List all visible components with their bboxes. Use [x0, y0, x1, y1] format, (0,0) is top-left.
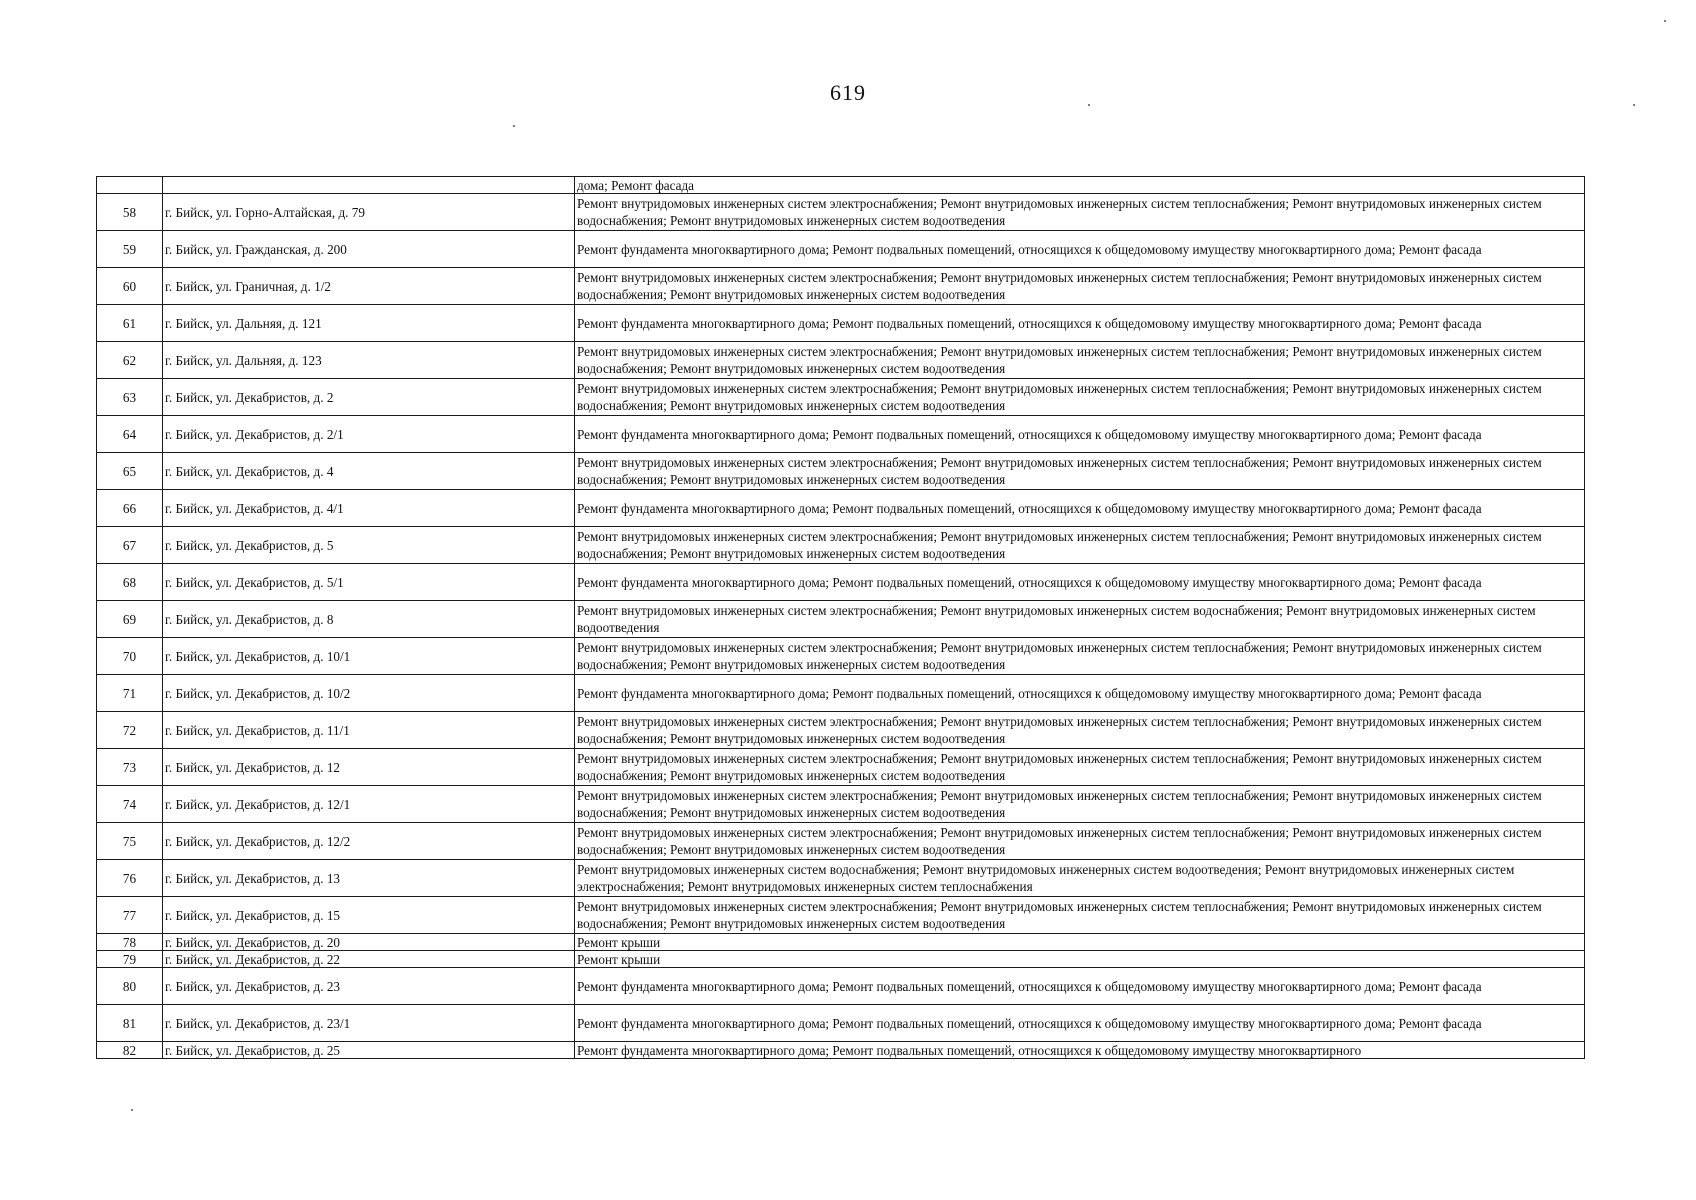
table-row	[97, 712, 1585, 749]
work-type-cell: Ремонт фундамента многоквартирного дома; Ремонт подвальных помещений, относящихся к общедомовому имуществу многоквартирного дома; Ремонт фасада	[575, 675, 1585, 712]
scan-speck	[1664, 20, 1666, 22]
address-cell: г. Бийск, ул. Декабристов, д. 2/1	[163, 416, 575, 453]
table-row	[97, 564, 1585, 601]
address-cell: г. Бийск, ул. Декабристов, д. 4	[163, 453, 575, 490]
address-cell: г. Бийск, ул. Дальняя, д. 123	[163, 342, 575, 379]
work-type-cell: Ремонт фундамента многоквартирного дома; Ремонт подвальных помещений, относящихся к общедомовому имуществу многоквартирного дома; Ремонт фасада	[575, 1005, 1585, 1042]
table-row	[97, 601, 1585, 638]
row-number: 81	[97, 1005, 163, 1042]
work-type-cell: Ремонт внутридомовых инженерных систем электроснабжения; Ремонт внутридомовых инженерных систем теплоснабжения; Ремонт внутридомовых инженерных систем водоснабжения; Ремонт внутридомовых инженерных систем водоотведения	[575, 712, 1585, 749]
work-type-cell: Ремонт крыши	[575, 951, 1585, 968]
work-type-cell: Ремонт внутридомовых инженерных систем электроснабжения; Ремонт внутридомовых инженерных систем теплоснабжения; Ремонт внутридомовых инженерных систем водоснабжения; Ремонт внутридомовых инженерных систем водоотведения	[575, 268, 1585, 305]
table-row	[97, 897, 1585, 934]
row-number: 68	[97, 564, 163, 601]
table-row	[97, 342, 1585, 379]
table-row	[97, 490, 1585, 527]
row-number: 80	[97, 968, 163, 1005]
work-type-cell: Ремонт внутридомовых инженерных систем электроснабжения; Ремонт внутридомовых инженерных систем теплоснабжения; Ремонт внутридомовых инженерных систем водоснабжения; Ремонт внутридомовых инженерных систем водоотведения	[575, 638, 1585, 675]
address-cell: г. Бийск, ул. Дальняя, д. 121	[163, 305, 575, 342]
address-cell: г. Бийск, ул. Декабристов, д. 8	[163, 601, 575, 638]
table-row	[97, 951, 1585, 968]
address-cell: г. Бийск, ул. Декабристов, д. 12	[163, 749, 575, 786]
work-type-cell: Ремонт внутридомовых инженерных систем электроснабжения; Ремонт внутридомовых инженерных систем теплоснабжения; Ремонт внутридомовых инженерных систем водоснабжения; Ремонт внутридомовых инженерных систем водоотведения	[575, 823, 1585, 860]
address-cell: г. Бийск, ул. Декабристов, д. 5/1	[163, 564, 575, 601]
address-cell: г. Бийск, ул. Декабристов, д. 2	[163, 379, 575, 416]
address-cell: г. Бийск, ул. Декабристов, д. 13	[163, 860, 575, 897]
scan-speck	[1633, 104, 1635, 106]
row-number	[97, 177, 163, 194]
row-number: 73	[97, 749, 163, 786]
address-cell: г. Бийск, ул. Декабристов, д. 10/1	[163, 638, 575, 675]
scan-speck	[513, 125, 515, 127]
row-number: 78	[97, 934, 163, 951]
repair-schedule-table	[96, 176, 1585, 1059]
address-cell: г. Бийск, ул. Декабристов, д. 4/1	[163, 490, 575, 527]
table-row	[97, 379, 1585, 416]
work-type-cell: Ремонт фундамента многоквартирного дома; Ремонт подвальных помещений, относящихся к общедомовому имуществу многоквартирного дома; Ремонт фасада	[575, 564, 1585, 601]
table-row	[97, 638, 1585, 675]
table-row	[97, 416, 1585, 453]
table-row	[97, 453, 1585, 490]
row-number: 76	[97, 860, 163, 897]
row-number: 59	[97, 231, 163, 268]
table-row	[97, 860, 1585, 897]
address-cell: г. Бийск, ул. Декабристов, д. 11/1	[163, 712, 575, 749]
address-cell: г. Бийск, ул. Декабристов, д. 15	[163, 897, 575, 934]
work-type-cell: Ремонт фундамента многоквартирного дома; Ремонт подвальных помещений, относящихся к общедомовому имуществу многоквартирного дома; Ремонт фасада	[575, 490, 1585, 527]
row-number: 65	[97, 453, 163, 490]
row-number: 58	[97, 194, 163, 231]
scan-speck	[1088, 104, 1090, 106]
work-type-cell: Ремонт внутридомовых инженерных систем электроснабжения; Ремонт внутридомовых инженерных систем теплоснабжения; Ремонт внутридомовых инженерных систем водоснабжения; Ремонт внутридомовых инженерных систем водоотведения	[575, 786, 1585, 823]
row-number: 72	[97, 712, 163, 749]
work-type-cell: Ремонт внутридомовых инженерных систем электроснабжения; Ремонт внутридомовых инженерных систем теплоснабжения; Ремонт внутридомовых инженерных систем водоснабжения; Ремонт внутридомовых инженерных систем водоотведения	[575, 749, 1585, 786]
address-cell: г. Бийск, ул. Декабристов, д. 23	[163, 968, 575, 1005]
work-type-cell: Ремонт крыши	[575, 934, 1585, 951]
row-number: 77	[97, 897, 163, 934]
address-cell: г. Бийск, ул. Гражданская, д. 200	[163, 231, 575, 268]
work-type-cell: Ремонт внутридомовых инженерных систем электроснабжения; Ремонт внутридомовых инженерных систем теплоснабжения; Ремонт внутридомовых инженерных систем водоснабжения; Ремонт внутридомовых инженерных систем водоотведения	[575, 342, 1585, 379]
table-row	[97, 675, 1585, 712]
table-row	[97, 823, 1585, 860]
table-body	[97, 177, 1585, 1059]
work-type-cell: Ремонт фундамента многоквартирного дома; Ремонт подвальных помещений, относящихся к общедомовому имуществу многоквартирного	[575, 1042, 1585, 1059]
address-cell	[163, 177, 575, 194]
table-row	[97, 749, 1585, 786]
table-row	[97, 177, 1585, 194]
row-number: 66	[97, 490, 163, 527]
work-type-cell: Ремонт внутридомовых инженерных систем электроснабжения; Ремонт внутридомовых инженерных систем теплоснабжения; Ремонт внутридомовых инженерных систем водоснабжения; Ремонт внутридомовых инженерных систем водоотведения	[575, 897, 1585, 934]
row-number: 69	[97, 601, 163, 638]
row-number: 70	[97, 638, 163, 675]
address-cell: г. Бийск, ул. Декабристов, д. 10/2	[163, 675, 575, 712]
address-cell: г. Бийск, ул. Горно-Алтайская, д. 79	[163, 194, 575, 231]
table-row	[97, 786, 1585, 823]
row-number: 62	[97, 342, 163, 379]
work-type-cell: Ремонт внутридомовых инженерных систем электроснабжения; Ремонт внутридомовых инженерных систем теплоснабжения; Ремонт внутридомовых инженерных систем водоснабжения; Ремонт внутридомовых инженерных систем водоотведения	[575, 379, 1585, 416]
table-row	[97, 527, 1585, 564]
row-number: 60	[97, 268, 163, 305]
table-row	[97, 968, 1585, 1005]
scan-speck	[131, 1109, 133, 1111]
table-row	[97, 231, 1585, 268]
work-type-cell: Ремонт внутридомовых инженерных систем электроснабжения; Ремонт внутридомовых инженерных систем теплоснабжения; Ремонт внутридомовых инженерных систем водоснабжения; Ремонт внутридомовых инженерных систем водоотведения	[575, 453, 1585, 490]
address-cell: г. Бийск, ул. Декабристов, д. 12/1	[163, 786, 575, 823]
table-row	[97, 934, 1585, 951]
row-number: 71	[97, 675, 163, 712]
row-number: 79	[97, 951, 163, 968]
row-number: 61	[97, 305, 163, 342]
work-type-cell: Ремонт фундамента многоквартирного дома; Ремонт подвальных помещений, относящихся к общедомовому имуществу многоквартирного дома; Ремонт фасада	[575, 416, 1585, 453]
address-cell: г. Бийск, ул. Декабристов, д. 23/1	[163, 1005, 575, 1042]
row-number: 74	[97, 786, 163, 823]
work-type-cell: Ремонт внутридомовых инженерных систем электроснабжения; Ремонт внутридомовых инженерных систем водоснабжения; Ремонт внутридомовых инженерных систем водоотведения	[575, 601, 1585, 638]
table-row	[97, 194, 1585, 231]
address-cell: г. Бийск, ул. Декабристов, д. 12/2	[163, 823, 575, 860]
work-type-cell: Ремонт внутридомовых инженерных систем электроснабжения; Ремонт внутридомовых инженерных систем теплоснабжения; Ремонт внутридомовых инженерных систем водоснабжения; Ремонт внутридомовых инженерных систем водоотведения	[575, 194, 1585, 231]
table-row	[97, 268, 1585, 305]
work-type-cell: дома; Ремонт фасада	[575, 177, 1585, 194]
address-cell: г. Бийск, ул. Декабристов, д. 25	[163, 1042, 575, 1059]
work-type-cell: Ремонт фундамента многоквартирного дома; Ремонт подвальных помещений, относящихся к общедомовому имуществу многоквартирного дома; Ремонт фасада	[575, 231, 1585, 268]
work-type-cell: Ремонт фундамента многоквартирного дома; Ремонт подвальных помещений, относящихся к общедомовому имуществу многоквартирного дома; Ремонт фасада	[575, 968, 1585, 1005]
row-number: 64	[97, 416, 163, 453]
table-row	[97, 1042, 1585, 1059]
row-number: 82	[97, 1042, 163, 1059]
address-cell: г. Бийск, ул. Декабристов, д. 20	[163, 934, 575, 951]
table-row	[97, 305, 1585, 342]
work-type-cell: Ремонт фундамента многоквартирного дома; Ремонт подвальных помещений, относящихся к общедомовому имуществу многоквартирного дома; Ремонт фасада	[575, 305, 1585, 342]
table-row	[97, 1005, 1585, 1042]
row-number: 67	[97, 527, 163, 564]
row-number: 63	[97, 379, 163, 416]
row-number: 75	[97, 823, 163, 860]
address-cell: г. Бийск, ул. Декабристов, д. 22	[163, 951, 575, 968]
address-cell: г. Бийск, ул. Декабристов, д. 5	[163, 527, 575, 564]
address-cell: г. Бийск, ул. Граничная, д. 1/2	[163, 268, 575, 305]
work-type-cell: Ремонт внутридомовых инженерных систем водоснабжения; Ремонт внутридомовых инженерных систем водоотведения; Ремонт внутридомовых инженерных систем электроснабжения; Ремонт внутридомовых инженерных систем теплоснабжения	[575, 860, 1585, 897]
work-type-cell: Ремонт внутридомовых инженерных систем электроснабжения; Ремонт внутридомовых инженерных систем теплоснабжения; Ремонт внутридомовых инженерных систем водоснабжения; Ремонт внутридомовых инженерных систем водоотведения	[575, 527, 1585, 564]
page-number: 619	[830, 80, 866, 105]
